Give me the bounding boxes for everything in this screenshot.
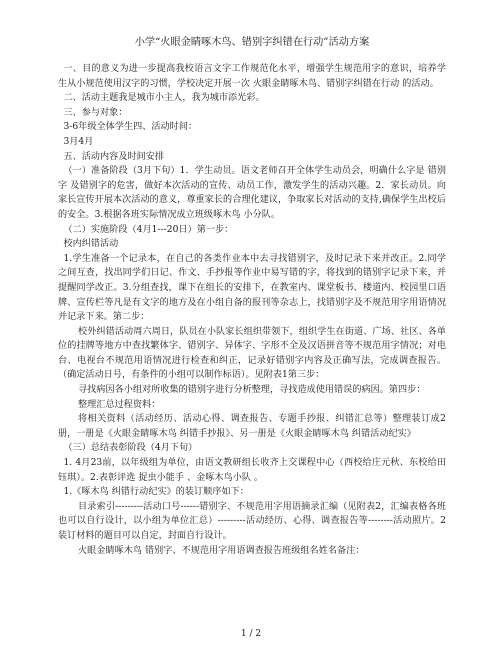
paragraph: 目录索引---------活动口号------错别字、不规范用字用语摘录汇编（见附表2，汇编表格各班也可以自行设计，以小组为单位汇总）---------活动经历、心得、调查报告等--------活动照片。2装订材料的题目可以自定，封面自行设计。 xyxy=(58,501,446,541)
paragraph: 1.《啄木鸟 纠错行动纪实》的装订顺序如下： xyxy=(63,487,249,498)
paragraph: 五、活动内容及时间安排 xyxy=(63,151,165,162)
paragraph: 火眼金睛啄木鸟 错别字、不规范用字用语调查报告班级组名姓名备注： xyxy=(78,545,365,556)
paragraph: （二）实施阶段（4月1---20日）第一步： xyxy=(63,224,234,235)
paragraph: 二、活动主题我是城市小主人，我为城市添光彩。 xyxy=(63,93,265,104)
paragraph: 将相关资料（活动经历、活动心得、调查报告、专题手抄报、纠错汇总等）整理装订成2册，一册是《火眼金睛啄木鸟 纠错手抄报》、另一册是《火眼金睛啄木鸟 纠错活动纪实》 xyxy=(58,414,446,439)
page-number: 1 / 2 xyxy=(240,629,262,639)
paragraph: （三）总结表彰阶段（4月下旬） xyxy=(63,443,198,454)
paragraph: 一、目的意义为进一步提高我校语言文字工作规范化水平，增强学生规范用字的意识，培养学生从小规范使用汉字的习惯，学校决定开展一次 火眼金睛啄木鸟、错别字纠错在行动 的活动。 xyxy=(58,64,446,89)
paragraph: 整理汇总过程资料： xyxy=(78,399,161,410)
document-body xyxy=(58,62,446,558)
paragraph: 3月4月 xyxy=(63,136,94,147)
paragraph: （一）准备阶段（3月下旬）1．学生动员。语文老师召开全体学生动员会，明确什么字是 错别字 及错别字的危害，做好本次活动的宣传、动员工作，激发学生的活动兴趣。2．家长动员。向家长宣传开展本次活动的意义，尊重家长的合理化建议，争取家长对活动的支持,确保学生出校后的安全。3.根据各班实际情况成立班级啄木鸟 小分队。 xyxy=(58,166,446,220)
page-title: 小学“火眼金睛啄木鸟、错别字纠错在行动”活动方案 xyxy=(134,37,370,48)
paragraph: 校外纠错活动周六周日，队员在小队家长组织带领下，组织学生在街道、广场、社区、各单位的挂牌等地方中查找繁体字、错别字、异体字、字形不全及汉语拼音等不规范用字情况；对电台、电视台不规范用语情况进行检查和纠正，记录好错别字内容及正确写法，完成调查报告。（确定活动日号，有条件的小组可以制作标语）。见附表1第三步： xyxy=(58,326,446,381)
paragraph: 3-6年级全体学生四、活动时间： xyxy=(63,122,198,133)
paragraph: 校内纠错活动 xyxy=(63,239,119,250)
paragraph: 1. 4月23前，以年级组为单位，由语文教研组长收齐上交课程中心（西校给庄元秋、东校给田钰琪）。2.表彰评选 捉虫小能手 、金啄木鸟小队 。 xyxy=(58,458,446,483)
paragraph: 寻找病因各小组对所收集的错别字进行分析整理，寻找造成使用错误的病因。第四步： xyxy=(78,385,426,396)
paragraph: 1.学生准备一个记录本，在自己的各类作业本中去寻找错别字，及时记录下来并改正。2.同学之间互查，找出同学们日记、作文、手抄报等作业中易写错的字，将找到的错别字记录下来，并提醒同学改正。3.分组查找，课下在组长的安排下，在教室内、课堂板书、楼道内、校园里口语牌、宣传栏等凡是有文字的地方及在小组自备的报刊等杂志上，找错别字及不规范用字用语情况并记录下来。第二步： xyxy=(58,253,446,323)
paragraph: 三、参与对象： xyxy=(63,107,128,118)
